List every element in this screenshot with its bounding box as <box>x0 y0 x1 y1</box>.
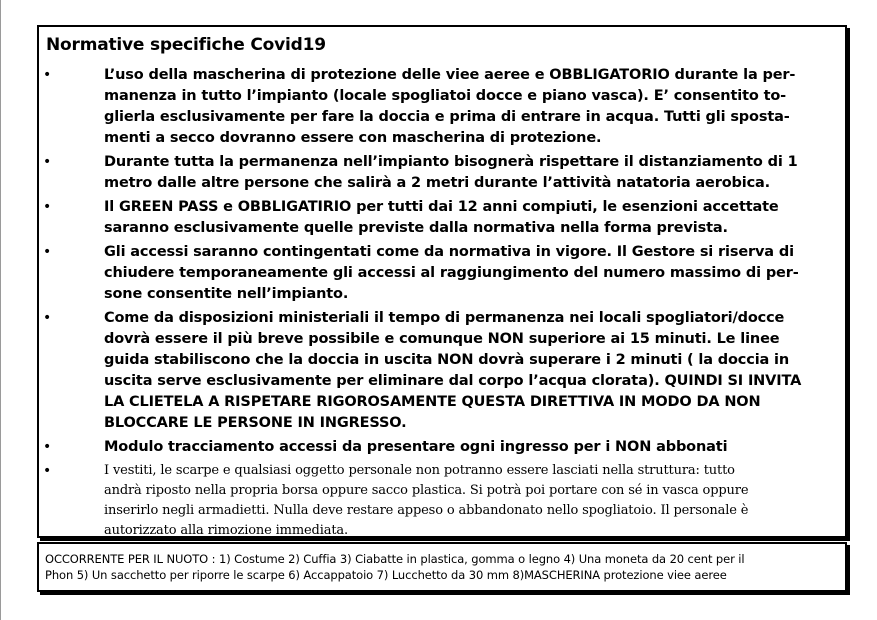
bullet-icon: • <box>43 463 52 479</box>
equipment-line: Phon 5) Un sacchetto per riporre le scarpe 6) Accappatoio 7) Lucchetto da 30 mm 8)MASCHERINA protezione viee aeree <box>45 568 727 582</box>
bullet-icon: • <box>43 439 52 455</box>
rule-line: guida stabiliscono che la doccia in uscita NON dovrà superare i 2 minuti ( la doccia in <box>104 352 790 368</box>
swim-equipment-panel <box>37 542 847 592</box>
rule-line: Il GREEN PASS e OBBLIGATIRIO per tutti dai 12 anni compiuti, le esenzioni accettate <box>104 199 779 215</box>
rule-line: L’uso della mascherina di protezione delle viee aeree e OBBLIGATORIO durante la per- <box>104 67 796 83</box>
rule-line: autorizzato alla rimozione immediata. <box>104 523 348 538</box>
bullet-icon: • <box>43 310 52 326</box>
rule-line: Come da disposizioni ministeriali il tempo di permanenza nei locali spogliatori/docce <box>104 310 785 326</box>
rule-line: menti a secco dovranno essere con mascherina di protezione. <box>104 130 602 146</box>
rule-green-pass <box>39 197 839 239</box>
page-left-edge <box>0 0 1 620</box>
bullet-icon: • <box>43 244 52 260</box>
rule-line: chiudere temporaneamente gli accessi al raggiungimento del numero massimo di per- <box>104 265 799 281</box>
rule-line: dovrà essere il più breve possibile e comunque NON superiore ai 15 minuti. Le linee <box>104 331 780 347</box>
covid-rules-panel <box>37 25 847 538</box>
bullet-icon: • <box>43 67 52 83</box>
rule-line: Gli accessi saranno contingentati come da normativa in vigore. Il Gestore si riserva di <box>104 244 794 260</box>
rule-line: sone consentite nell’impianto. <box>104 286 349 302</box>
rules-list <box>39 65 839 544</box>
rule-line: I vestiti, le scarpe e qualsiasi oggetto personale non potranno essere lasciati nella struttura: tutto <box>104 463 735 478</box>
rule-line: BLOCCARE LE PERSONE IN INGRESSO. <box>104 415 407 431</box>
rule-distancing <box>39 152 839 194</box>
equipment-line: OCCORRENTE PER IL NUOTO : 1) Costume 2) Cuffia 3) Ciabatte in plastica, gomma o legno 4) Una moneta da 20 cent per il <box>45 552 745 566</box>
bullet-icon: • <box>43 154 52 170</box>
rule-tracking-form <box>39 437 839 458</box>
rule-line: inserirlo negli armadietti. Nulla deve restare appeso o abbandonato nello spogliatoio. Il personale è <box>104 503 749 518</box>
rule-line: uscita serve esclusivamente per eliminare dal corpo l’acqua clorata). QUINDI SI INVITA <box>104 373 802 389</box>
rule-changing-room-time <box>39 308 839 434</box>
page-title: Normative specifiche Covid19 <box>46 35 326 55</box>
rule-line: metro dalle altre persone che salirà a 2 metri durante l’attività natatoria aerobica. <box>104 175 771 191</box>
rule-mask <box>39 65 839 149</box>
rule-line: manenza in tutto l’impianto (locale spogliatoi docce e piano vasca). E’ consentito to- <box>104 88 787 104</box>
rule-line: andrà riposto nella propria borsa oppure sacco plastica. Si potrà poi portare con sé in vasca oppure <box>104 483 749 498</box>
rule-personal-items <box>39 461 839 541</box>
rule-line: saranno esclusivamente quelle previste dalla normativa nella forma prevista. <box>104 220 728 236</box>
rule-line: LA CLIETELA A RISPETARE RIGOROSAMENTE QUESTA DIRETTIVA IN MODO DA NON <box>104 394 761 410</box>
rule-line: Modulo tracciamento accessi da presentare ogni ingresso per i NON abbonati <box>104 439 728 455</box>
bullet-icon: • <box>43 199 52 215</box>
rule-line: Durante tutta la permanenza nell’impianto bisognerà rispettare il distanziamento di 1 <box>104 154 798 170</box>
rule-line: glierla esclusivamente per fare la doccia e prima di entrare in acqua. Tutti gli sposta- <box>104 109 790 125</box>
rule-access-limits <box>39 242 839 305</box>
